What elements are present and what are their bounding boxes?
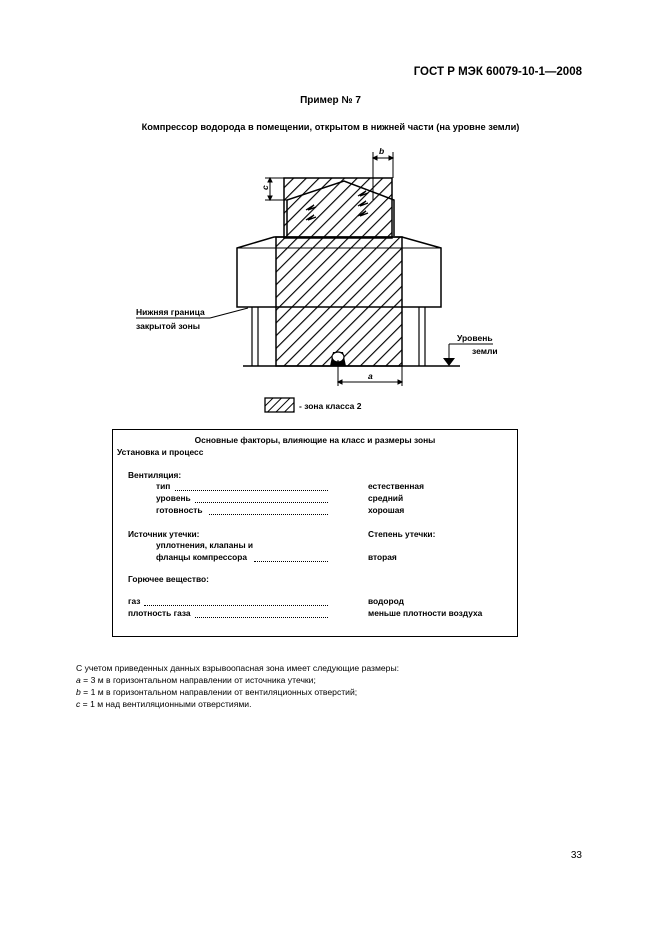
source-value: вторая	[368, 552, 397, 562]
note-b: b = 1 м в горизонтальном направлении от вентиляционных отверстий;	[76, 687, 358, 697]
source-line-2: фланцы компрессора	[156, 552, 247, 562]
zone-dimensions-notes	[76, 662, 399, 710]
hazard-zone-area	[276, 178, 402, 366]
figure-caption: Компрессор водорода в помещении, открытом в нижней части (на уровне земли)	[141, 122, 520, 132]
gas-value: водород	[368, 596, 404, 606]
page-number: 33	[570, 850, 582, 861]
release-grade-heading: Степень утечки:	[368, 529, 436, 539]
vent-type-value: естественная	[368, 481, 424, 491]
zone-factors-box	[112, 429, 518, 637]
source-heading: Источник утечки:	[128, 529, 200, 539]
legend-label: - зона класса 2	[299, 401, 362, 411]
note-a: a = 3 м в горизонтальном направлении от источника утечки;	[76, 675, 316, 685]
gas-label: газ	[128, 596, 141, 606]
factors-title: Основные факторы, влияющие на класс и размеры зоны	[194, 435, 436, 445]
ground-level-marker-icon	[443, 358, 455, 366]
ground-level-label-2: земли	[472, 346, 498, 356]
dim-c-label: c	[260, 185, 270, 190]
source-line-1: уплотнения, клапаны и	[156, 540, 254, 550]
vent-level-value: средний	[368, 493, 404, 503]
vent-type-label: тип	[156, 481, 171, 491]
ground-level-label-1: Уровень	[457, 333, 493, 343]
substance-heading: Горючее вещество:	[128, 574, 209, 584]
compressor-diagram	[0, 0, 661, 420]
notes-intro: С учетом приведенных данных взрывоопасная зона имеет следующие размеры:	[76, 663, 400, 673]
note-c: c = 1 м над вентиляционными отверстиями.	[76, 699, 252, 709]
example-title: Пример № 7	[300, 95, 361, 106]
document-number: ГОСТ Р МЭК 60079-10-1—2008	[413, 66, 582, 78]
dim-b-label: b	[379, 146, 385, 156]
installation-label: Установка и процесс	[117, 447, 204, 457]
ventilation-heading: Вентиляция:	[128, 470, 182, 480]
density-value: меньше плотности воздуха	[368, 608, 483, 618]
dim-a-label: a	[368, 371, 373, 381]
vent-availability-value: хорошая	[368, 505, 405, 515]
density-label: плотность газа	[128, 608, 191, 618]
lower-boundary-label-1: Нижняя граница	[136, 307, 205, 317]
vent-availability-label: готовность	[156, 505, 203, 515]
lower-boundary-label-2: закрытой зоны	[136, 321, 200, 331]
vent-level-label: уровень	[156, 493, 191, 503]
legend-swatch	[265, 398, 294, 412]
